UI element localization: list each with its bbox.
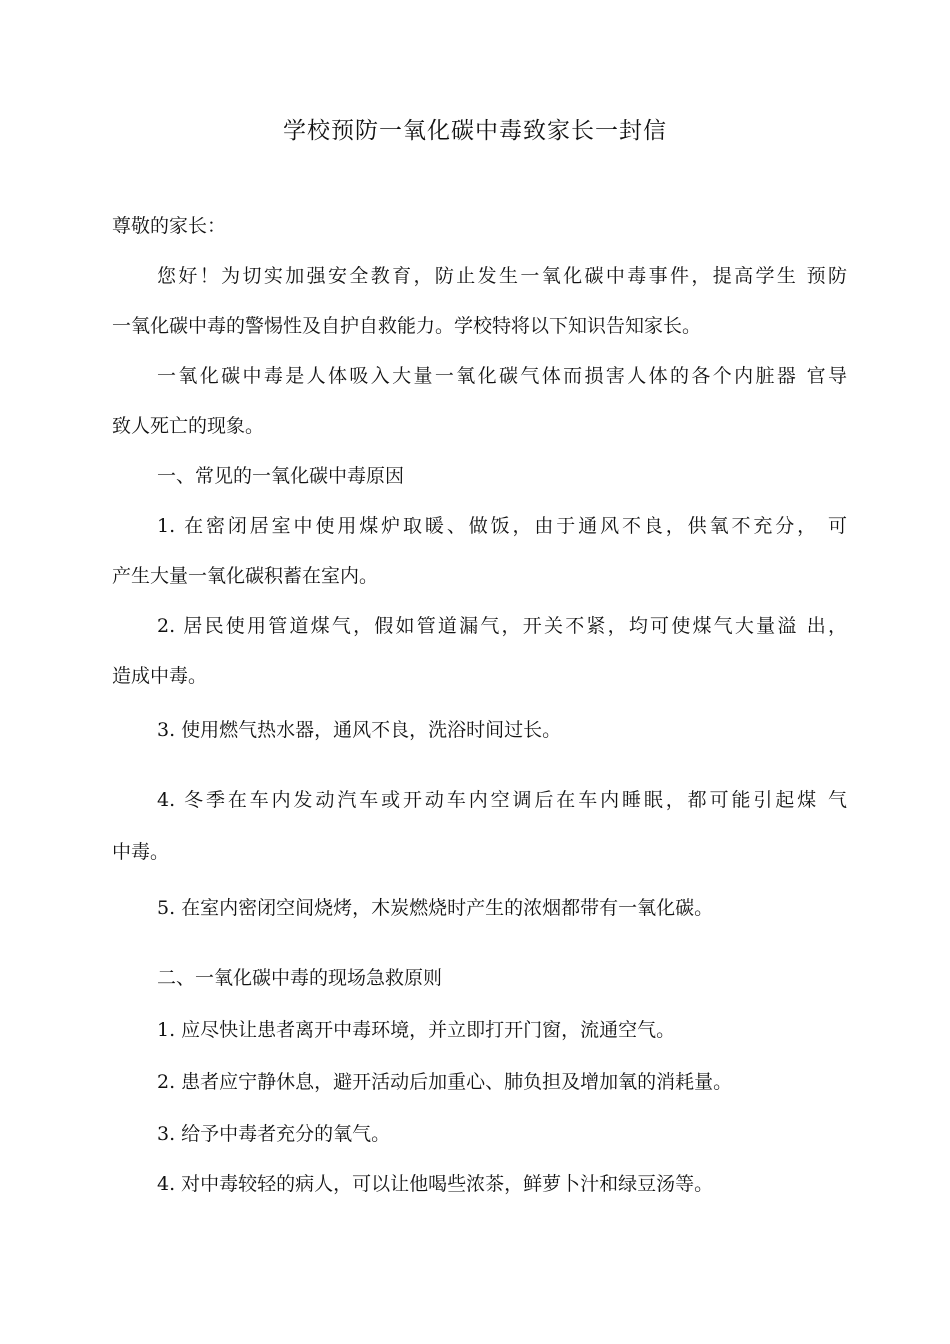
- section1-item1-line-2: 产生大量一氧化碳积蓄在室内。: [112, 565, 379, 587]
- definition-line-2: 致人死亡的现象。: [112, 415, 265, 437]
- section1-item5: 5. 在室内密闭空间烧烤，木炭燃烧时产生的浓烟都带有一氧化碳。: [157, 897, 714, 919]
- section2-item4: 4. 对中毒较轻的病人，可以让他喝些浓茶，鲜萝卜汁和绿豆汤等。: [157, 1173, 714, 1195]
- section1-heading: 一、常见的一氧化碳中毒原因: [157, 465, 405, 487]
- section1-item4-line-2: 中毒。: [112, 841, 170, 863]
- intro-line-2: 一氧化碳中毒的警惕性及自护自救能力。学校特将以下知识告知家长。: [112, 315, 702, 337]
- section1-item4-line-1: 4. 冬季在车内发动汽车或开动车内空调后在车内睡眠，都可能引起煤 气: [157, 789, 847, 811]
- section2-heading: 二、一氧化碳中毒的现场急救原则: [157, 967, 443, 989]
- section1-item1-line-1: 1. 在密闭居室中使用煤炉取暖、做饭，由于通风不良，供氧不充分， 可: [157, 515, 847, 537]
- salutation: 尊敬的家长：: [112, 215, 227, 237]
- section2-item3: 3. 给予中毒者充分的氧气。: [157, 1123, 391, 1145]
- section1-item2-line-1: 2. 居民使用管道煤气，假如管道漏气，开关不紧，均可使煤气大量溢 出，: [157, 615, 847, 637]
- section1-item2-line-2: 造成中毒。: [112, 665, 208, 687]
- section2-item2: 2. 患者应宁静休息，避开活动后加重心、肺负担及增加氧的消耗量。: [157, 1071, 733, 1093]
- intro-line-1: 您好！为切实加强安全教育，防止发生一氧化碳中毒事件，提高学生 预防: [157, 265, 847, 287]
- section1-item3: 3. 使用燃气热水器，通风不良，洗浴时间过长。: [157, 719, 562, 741]
- definition-line-1: 一氧化碳中毒是人体吸入大量一氧化碳气体而损害人体的各个内脏器 官导: [157, 365, 847, 387]
- page-title: 学校预防一氧化碳中毒致家长一封信: [283, 118, 667, 144]
- section2-item1: 1. 应尽快让患者离开中毒环境，并立即打开门窗，流通空气。: [157, 1019, 676, 1041]
